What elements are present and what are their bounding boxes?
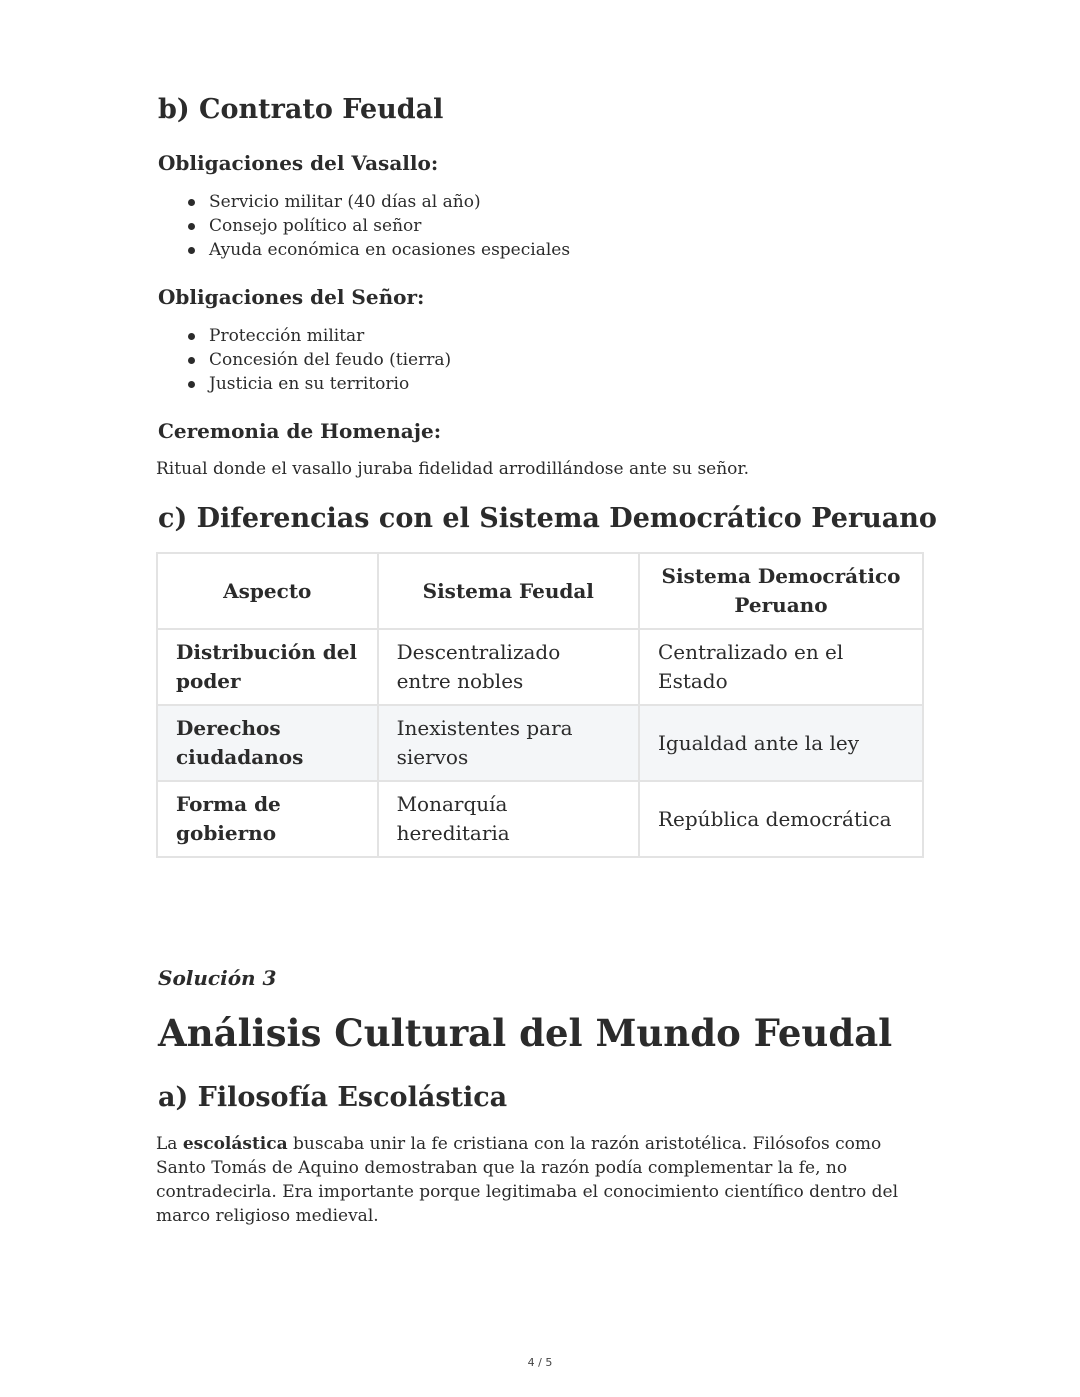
escolastica-paragraph bbox=[156, 1132, 918, 1228]
list-item: Ayuda económica en ocasiones especiales bbox=[158, 238, 570, 262]
paragraph-text: buscaba unir la fe cristiana con la razón aristotélica. Filósofos como Santo Tomás de Aquino demostraban que la razón podía complementar la fe, no contradecirla. Era importante porque legitimaba el conocimiento científico dentro del marco religioso medieval. bbox=[156, 1134, 899, 1226]
table-header: Sistema Feudal bbox=[378, 553, 639, 629]
table-cell: Centralizado en el Estado bbox=[639, 629, 923, 705]
table-row bbox=[157, 781, 923, 857]
page-title: Análisis Cultural del Mundo Feudal bbox=[158, 1011, 893, 1055]
vasallo-heading: Obligaciones del Vasallo: bbox=[158, 151, 439, 175]
table-cell: Derechos ciudadanos bbox=[157, 705, 378, 781]
table-cell: Monarquía hereditaria bbox=[378, 781, 639, 857]
table-cell: Forma de gobierno bbox=[157, 781, 378, 857]
table-row bbox=[157, 705, 923, 781]
list-item: Consejo político al señor bbox=[158, 214, 570, 238]
bold-term: escolástica bbox=[182, 1134, 288, 1154]
table-header: Sistema Democrático Peruano bbox=[639, 553, 923, 629]
solution-label: Solución 3 bbox=[158, 966, 277, 990]
table-header-row bbox=[157, 553, 923, 629]
paragraph-text: La bbox=[156, 1134, 183, 1154]
section-b-heading: b) Contrato Feudal bbox=[158, 94, 444, 125]
ceremonia-heading: Ceremonia de Homenaje: bbox=[158, 419, 442, 443]
ceremonia-text: Ritual donde el vasallo juraba fidelidad arrodillándose ante su señor. bbox=[156, 459, 750, 479]
table-header: Aspecto bbox=[157, 553, 378, 629]
list-item: Concesión del feudo (tierra) bbox=[158, 348, 451, 372]
vasallo-list bbox=[158, 190, 570, 262]
section-a-heading: a) Filosofía Escolástica bbox=[158, 1082, 508, 1113]
table-cell: Descentralizado entre nobles bbox=[378, 629, 639, 705]
senor-list bbox=[158, 324, 451, 396]
list-item: Justicia en su territorio bbox=[158, 372, 451, 396]
list-item: Protección militar bbox=[158, 324, 451, 348]
table-cell: Distribución del poder bbox=[157, 629, 378, 705]
section-c-heading: c) Diferencias con el Sistema Democrático Peruano bbox=[158, 503, 937, 534]
table-cell: República democrática bbox=[639, 781, 923, 857]
page-number: 4 / 5 bbox=[527, 1356, 553, 1369]
table-cell: Inexistentes para siervos bbox=[378, 705, 639, 781]
table-cell: Igualdad ante la ley bbox=[639, 705, 923, 781]
list-item: Servicio militar (40 días al año) bbox=[158, 190, 570, 214]
table-row bbox=[157, 629, 923, 705]
senor-heading: Obligaciones del Señor: bbox=[158, 285, 425, 309]
comparison-table bbox=[156, 552, 924, 858]
